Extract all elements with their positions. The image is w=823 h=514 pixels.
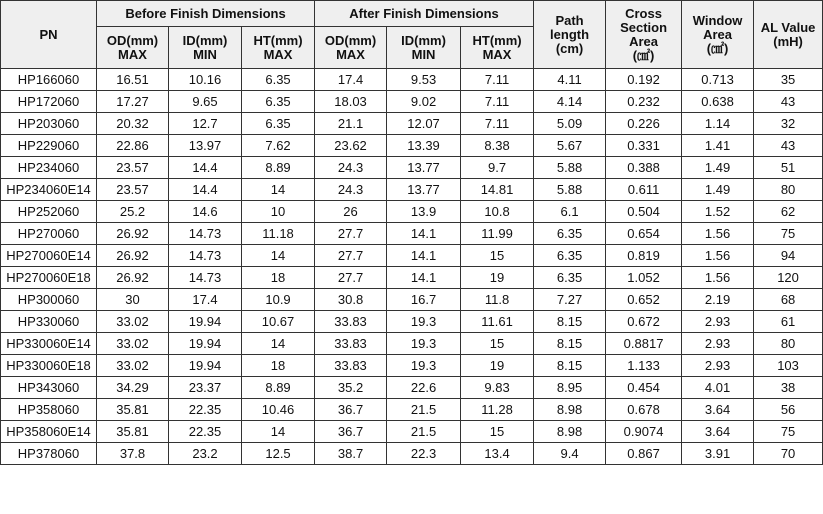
after-id: 19.3 <box>387 311 461 333</box>
after-id: 21.5 <box>387 399 461 421</box>
part-number: HP229060 <box>1 135 97 157</box>
before-id: 10.16 <box>169 69 242 91</box>
before-ht: 18 <box>242 355 315 377</box>
table-row <box>1 377 823 399</box>
table-row <box>1 245 823 267</box>
cross-section-area: 0.226 <box>606 113 682 135</box>
cross-section-area: 0.331 <box>606 135 682 157</box>
cross-section-area: 0.454 <box>606 377 682 399</box>
after-ht: 19 <box>461 355 534 377</box>
table-row <box>1 113 823 135</box>
window-area: 2.93 <box>682 333 754 355</box>
before-od: 25.2 <box>97 201 169 223</box>
after-od: 33.83 <box>315 311 387 333</box>
before-od: 20.32 <box>97 113 169 135</box>
cross-section-area: 0.678 <box>606 399 682 421</box>
part-number: HP378060 <box>1 443 97 465</box>
window-area: 3.64 <box>682 399 754 421</box>
before-ht-header: HT(mm) MAX <box>242 27 315 69</box>
cross-section-area: 0.652 <box>606 289 682 311</box>
al-value: 43 <box>754 135 823 157</box>
after-ht: 15 <box>461 333 534 355</box>
before-id: 13.97 <box>169 135 242 157</box>
cross-section-area: 0.388 <box>606 157 682 179</box>
cross-section-area: 1.052 <box>606 267 682 289</box>
al-value: 35 <box>754 69 823 91</box>
after-id: 9.53 <box>387 69 461 91</box>
before-id: 14.73 <box>169 267 242 289</box>
part-number: HP234060 <box>1 157 97 179</box>
window-area: 0.638 <box>682 91 754 113</box>
al-value: 43 <box>754 91 823 113</box>
before-id: 23.2 <box>169 443 242 465</box>
before-od: 34.29 <box>97 377 169 399</box>
before-ht: 6.35 <box>242 69 315 91</box>
after-ht-header: HT(mm) MAX <box>461 27 534 69</box>
before-ht: 11.18 <box>242 223 315 245</box>
cross-section-area: 0.8817 <box>606 333 682 355</box>
window-area: 1.49 <box>682 179 754 201</box>
table-row <box>1 399 823 421</box>
after-ht: 11.28 <box>461 399 534 421</box>
after-od: 35.2 <box>315 377 387 399</box>
window-area: 2.93 <box>682 355 754 377</box>
path-length: 8.15 <box>534 311 606 333</box>
path-length: 6.35 <box>534 267 606 289</box>
window-area: 1.56 <box>682 223 754 245</box>
before-id: 12.7 <box>169 113 242 135</box>
table-row <box>1 421 823 443</box>
after-id: 13.39 <box>387 135 461 157</box>
after-id: 13.77 <box>387 179 461 201</box>
al-value: 51 <box>754 157 823 179</box>
before-ht: 14 <box>242 421 315 443</box>
after-ht: 19 <box>461 267 534 289</box>
al-value: 103 <box>754 355 823 377</box>
table-row <box>1 333 823 355</box>
part-number: HP234060E14 <box>1 179 97 201</box>
before-od: 35.81 <box>97 421 169 443</box>
after-od: 33.83 <box>315 355 387 377</box>
after-od: 26 <box>315 201 387 223</box>
before-ht: 6.35 <box>242 113 315 135</box>
before-id: 19.94 <box>169 333 242 355</box>
after-ht: 11.8 <box>461 289 534 311</box>
path-length-header: Path length (cm) <box>534 1 606 69</box>
al-value: 61 <box>754 311 823 333</box>
after-od: 36.7 <box>315 421 387 443</box>
cross-section-area: 0.504 <box>606 201 682 223</box>
before-ht: 10.46 <box>242 399 315 421</box>
path-length: 4.11 <box>534 69 606 91</box>
before-ht: 12.5 <box>242 443 315 465</box>
table-row <box>1 311 823 333</box>
table-row <box>1 355 823 377</box>
path-length: 5.88 <box>534 157 606 179</box>
table-row <box>1 157 823 179</box>
after-od: 33.83 <box>315 333 387 355</box>
al-value: 75 <box>754 223 823 245</box>
before-id: 19.94 <box>169 355 242 377</box>
table-row <box>1 91 823 113</box>
after-ht: 14.81 <box>461 179 534 201</box>
window-area: 0.713 <box>682 69 754 91</box>
after-od: 21.1 <box>315 113 387 135</box>
table-row <box>1 201 823 223</box>
table-row <box>1 267 823 289</box>
al-value-header: AL Value (mH) <box>754 1 823 69</box>
before-od: 26.92 <box>97 245 169 267</box>
before-id: 22.35 <box>169 399 242 421</box>
before-ht: 6.35 <box>242 91 315 113</box>
after-id: 22.3 <box>387 443 461 465</box>
path-length: 6.35 <box>534 223 606 245</box>
path-length: 8.95 <box>534 377 606 399</box>
al-value: 75 <box>754 421 823 443</box>
before-od: 33.02 <box>97 311 169 333</box>
after-od: 38.7 <box>315 443 387 465</box>
before-od: 30 <box>97 289 169 311</box>
after-id: 14.1 <box>387 245 461 267</box>
before-id: 23.37 <box>169 377 242 399</box>
after-od: 17.4 <box>315 69 387 91</box>
part-number: HP330060E18 <box>1 355 97 377</box>
path-length: 8.98 <box>534 399 606 421</box>
before-od: 33.02 <box>97 355 169 377</box>
before-od: 33.02 <box>97 333 169 355</box>
cross-section-area: 0.819 <box>606 245 682 267</box>
before-id: 14.4 <box>169 179 242 201</box>
after-id: 19.3 <box>387 355 461 377</box>
after-od: 36.7 <box>315 399 387 421</box>
after-od: 23.62 <box>315 135 387 157</box>
before-ht: 14 <box>242 245 315 267</box>
after-id: 21.5 <box>387 421 461 443</box>
before-ht: 10 <box>242 201 315 223</box>
before-ht: 8.89 <box>242 377 315 399</box>
table-row <box>1 179 823 201</box>
after-ht: 15 <box>461 421 534 443</box>
after-ht: 15 <box>461 245 534 267</box>
path-length: 6.1 <box>534 201 606 223</box>
before-id: 14.73 <box>169 245 242 267</box>
before-ht: 14 <box>242 333 315 355</box>
after-finish-header: After Finish Dimensions <box>315 1 534 27</box>
part-number: HP203060 <box>1 113 97 135</box>
part-number: HP358060 <box>1 399 97 421</box>
after-od: 27.7 <box>315 223 387 245</box>
before-ht: 10.67 <box>242 311 315 333</box>
after-id: 22.6 <box>387 377 461 399</box>
path-length: 6.35 <box>534 245 606 267</box>
path-length: 5.09 <box>534 113 606 135</box>
before-od: 17.27 <box>97 91 169 113</box>
before-id: 14.73 <box>169 223 242 245</box>
after-ht: 10.8 <box>461 201 534 223</box>
after-ht: 11.61 <box>461 311 534 333</box>
after-ht: 7.11 <box>461 113 534 135</box>
after-od: 24.3 <box>315 179 387 201</box>
table-row <box>1 135 823 157</box>
window-area: 4.01 <box>682 377 754 399</box>
before-od: 16.51 <box>97 69 169 91</box>
part-number: HP172060 <box>1 91 97 113</box>
window-area: 1.49 <box>682 157 754 179</box>
after-od: 27.7 <box>315 245 387 267</box>
window-area-header: Window Area (㎠) <box>682 1 754 69</box>
part-number: HP330060E14 <box>1 333 97 355</box>
after-od: 27.7 <box>315 267 387 289</box>
after-ht: 13.4 <box>461 443 534 465</box>
before-ht: 10.9 <box>242 289 315 311</box>
before-ht: 18 <box>242 267 315 289</box>
part-number: HP252060 <box>1 201 97 223</box>
path-length: 5.67 <box>534 135 606 157</box>
after-ht: 7.11 <box>461 91 534 113</box>
after-ht: 11.99 <box>461 223 534 245</box>
cross-section-area: 0.9074 <box>606 421 682 443</box>
after-ht: 9.7 <box>461 157 534 179</box>
before-id: 14.4 <box>169 157 242 179</box>
al-value: 80 <box>754 179 823 201</box>
before-id-header: ID(mm) MIN <box>169 27 242 69</box>
cross-section-area: 0.672 <box>606 311 682 333</box>
path-length: 8.98 <box>534 421 606 443</box>
before-finish-header: Before Finish Dimensions <box>97 1 315 27</box>
after-id: 12.07 <box>387 113 461 135</box>
window-area: 2.19 <box>682 289 754 311</box>
part-number: HP270060 <box>1 223 97 245</box>
al-value: 62 <box>754 201 823 223</box>
table-row <box>1 443 823 465</box>
al-value: 120 <box>754 267 823 289</box>
after-od: 24.3 <box>315 157 387 179</box>
after-ht: 8.38 <box>461 135 534 157</box>
path-length: 7.27 <box>534 289 606 311</box>
al-value: 56 <box>754 399 823 421</box>
before-od-header: OD(mm) MAX <box>97 27 169 69</box>
al-value: 70 <box>754 443 823 465</box>
after-id: 14.1 <box>387 223 461 245</box>
table-row <box>1 289 823 311</box>
window-area: 1.41 <box>682 135 754 157</box>
after-od: 18.03 <box>315 91 387 113</box>
after-id: 13.9 <box>387 201 461 223</box>
after-id-header: ID(mm) MIN <box>387 27 461 69</box>
before-od: 23.57 <box>97 179 169 201</box>
window-area: 3.64 <box>682 421 754 443</box>
window-area: 1.56 <box>682 245 754 267</box>
before-id: 17.4 <box>169 289 242 311</box>
after-od-header: OD(mm) MAX <box>315 27 387 69</box>
after-id: 16.7 <box>387 289 461 311</box>
part-number: HP330060 <box>1 311 97 333</box>
cross-section-area: 1.133 <box>606 355 682 377</box>
after-id: 13.77 <box>387 157 461 179</box>
before-ht: 14 <box>242 179 315 201</box>
before-od: 26.92 <box>97 223 169 245</box>
before-id: 19.94 <box>169 311 242 333</box>
part-number: HP300060 <box>1 289 97 311</box>
cross-section-area: 0.654 <box>606 223 682 245</box>
part-number: HP358060E14 <box>1 421 97 443</box>
part-number: HP166060 <box>1 69 97 91</box>
al-value: 38 <box>754 377 823 399</box>
cross-section-area: 0.611 <box>606 179 682 201</box>
path-length: 5.88 <box>534 179 606 201</box>
before-ht: 7.62 <box>242 135 315 157</box>
table-row <box>1 69 823 91</box>
after-ht: 9.83 <box>461 377 534 399</box>
after-id: 19.3 <box>387 333 461 355</box>
part-number: HP270060E18 <box>1 267 97 289</box>
window-area: 3.91 <box>682 443 754 465</box>
path-length: 4.14 <box>534 91 606 113</box>
after-ht: 7.11 <box>461 69 534 91</box>
al-value: 94 <box>754 245 823 267</box>
header-row-groups <box>1 1 823 27</box>
part-number: HP343060 <box>1 377 97 399</box>
before-ht: 8.89 <box>242 157 315 179</box>
after-id: 14.1 <box>387 267 461 289</box>
cross-section-area: 0.192 <box>606 69 682 91</box>
path-length: 8.15 <box>534 355 606 377</box>
cross-section-area-header: Cross Section Area (㎠) <box>606 1 682 69</box>
before-id: 22.35 <box>169 421 242 443</box>
cross-section-area: 0.867 <box>606 443 682 465</box>
before-od: 35.81 <box>97 399 169 421</box>
before-id: 9.65 <box>169 91 242 113</box>
path-length: 8.15 <box>534 333 606 355</box>
table-row <box>1 223 823 245</box>
window-area: 1.52 <box>682 201 754 223</box>
before-id: 14.6 <box>169 201 242 223</box>
before-od: 22.86 <box>97 135 169 157</box>
pn-header: PN <box>1 1 97 69</box>
before-od: 23.57 <box>97 157 169 179</box>
window-area: 2.93 <box>682 311 754 333</box>
path-length: 9.4 <box>534 443 606 465</box>
window-area: 1.14 <box>682 113 754 135</box>
before-od: 37.8 <box>97 443 169 465</box>
part-number: HP270060E14 <box>1 245 97 267</box>
before-od: 26.92 <box>97 267 169 289</box>
al-value: 32 <box>754 113 823 135</box>
al-value: 80 <box>754 333 823 355</box>
al-value: 68 <box>754 289 823 311</box>
after-od: 30.8 <box>315 289 387 311</box>
cross-section-area: 0.232 <box>606 91 682 113</box>
window-area: 1.56 <box>682 267 754 289</box>
after-id: 9.02 <box>387 91 461 113</box>
